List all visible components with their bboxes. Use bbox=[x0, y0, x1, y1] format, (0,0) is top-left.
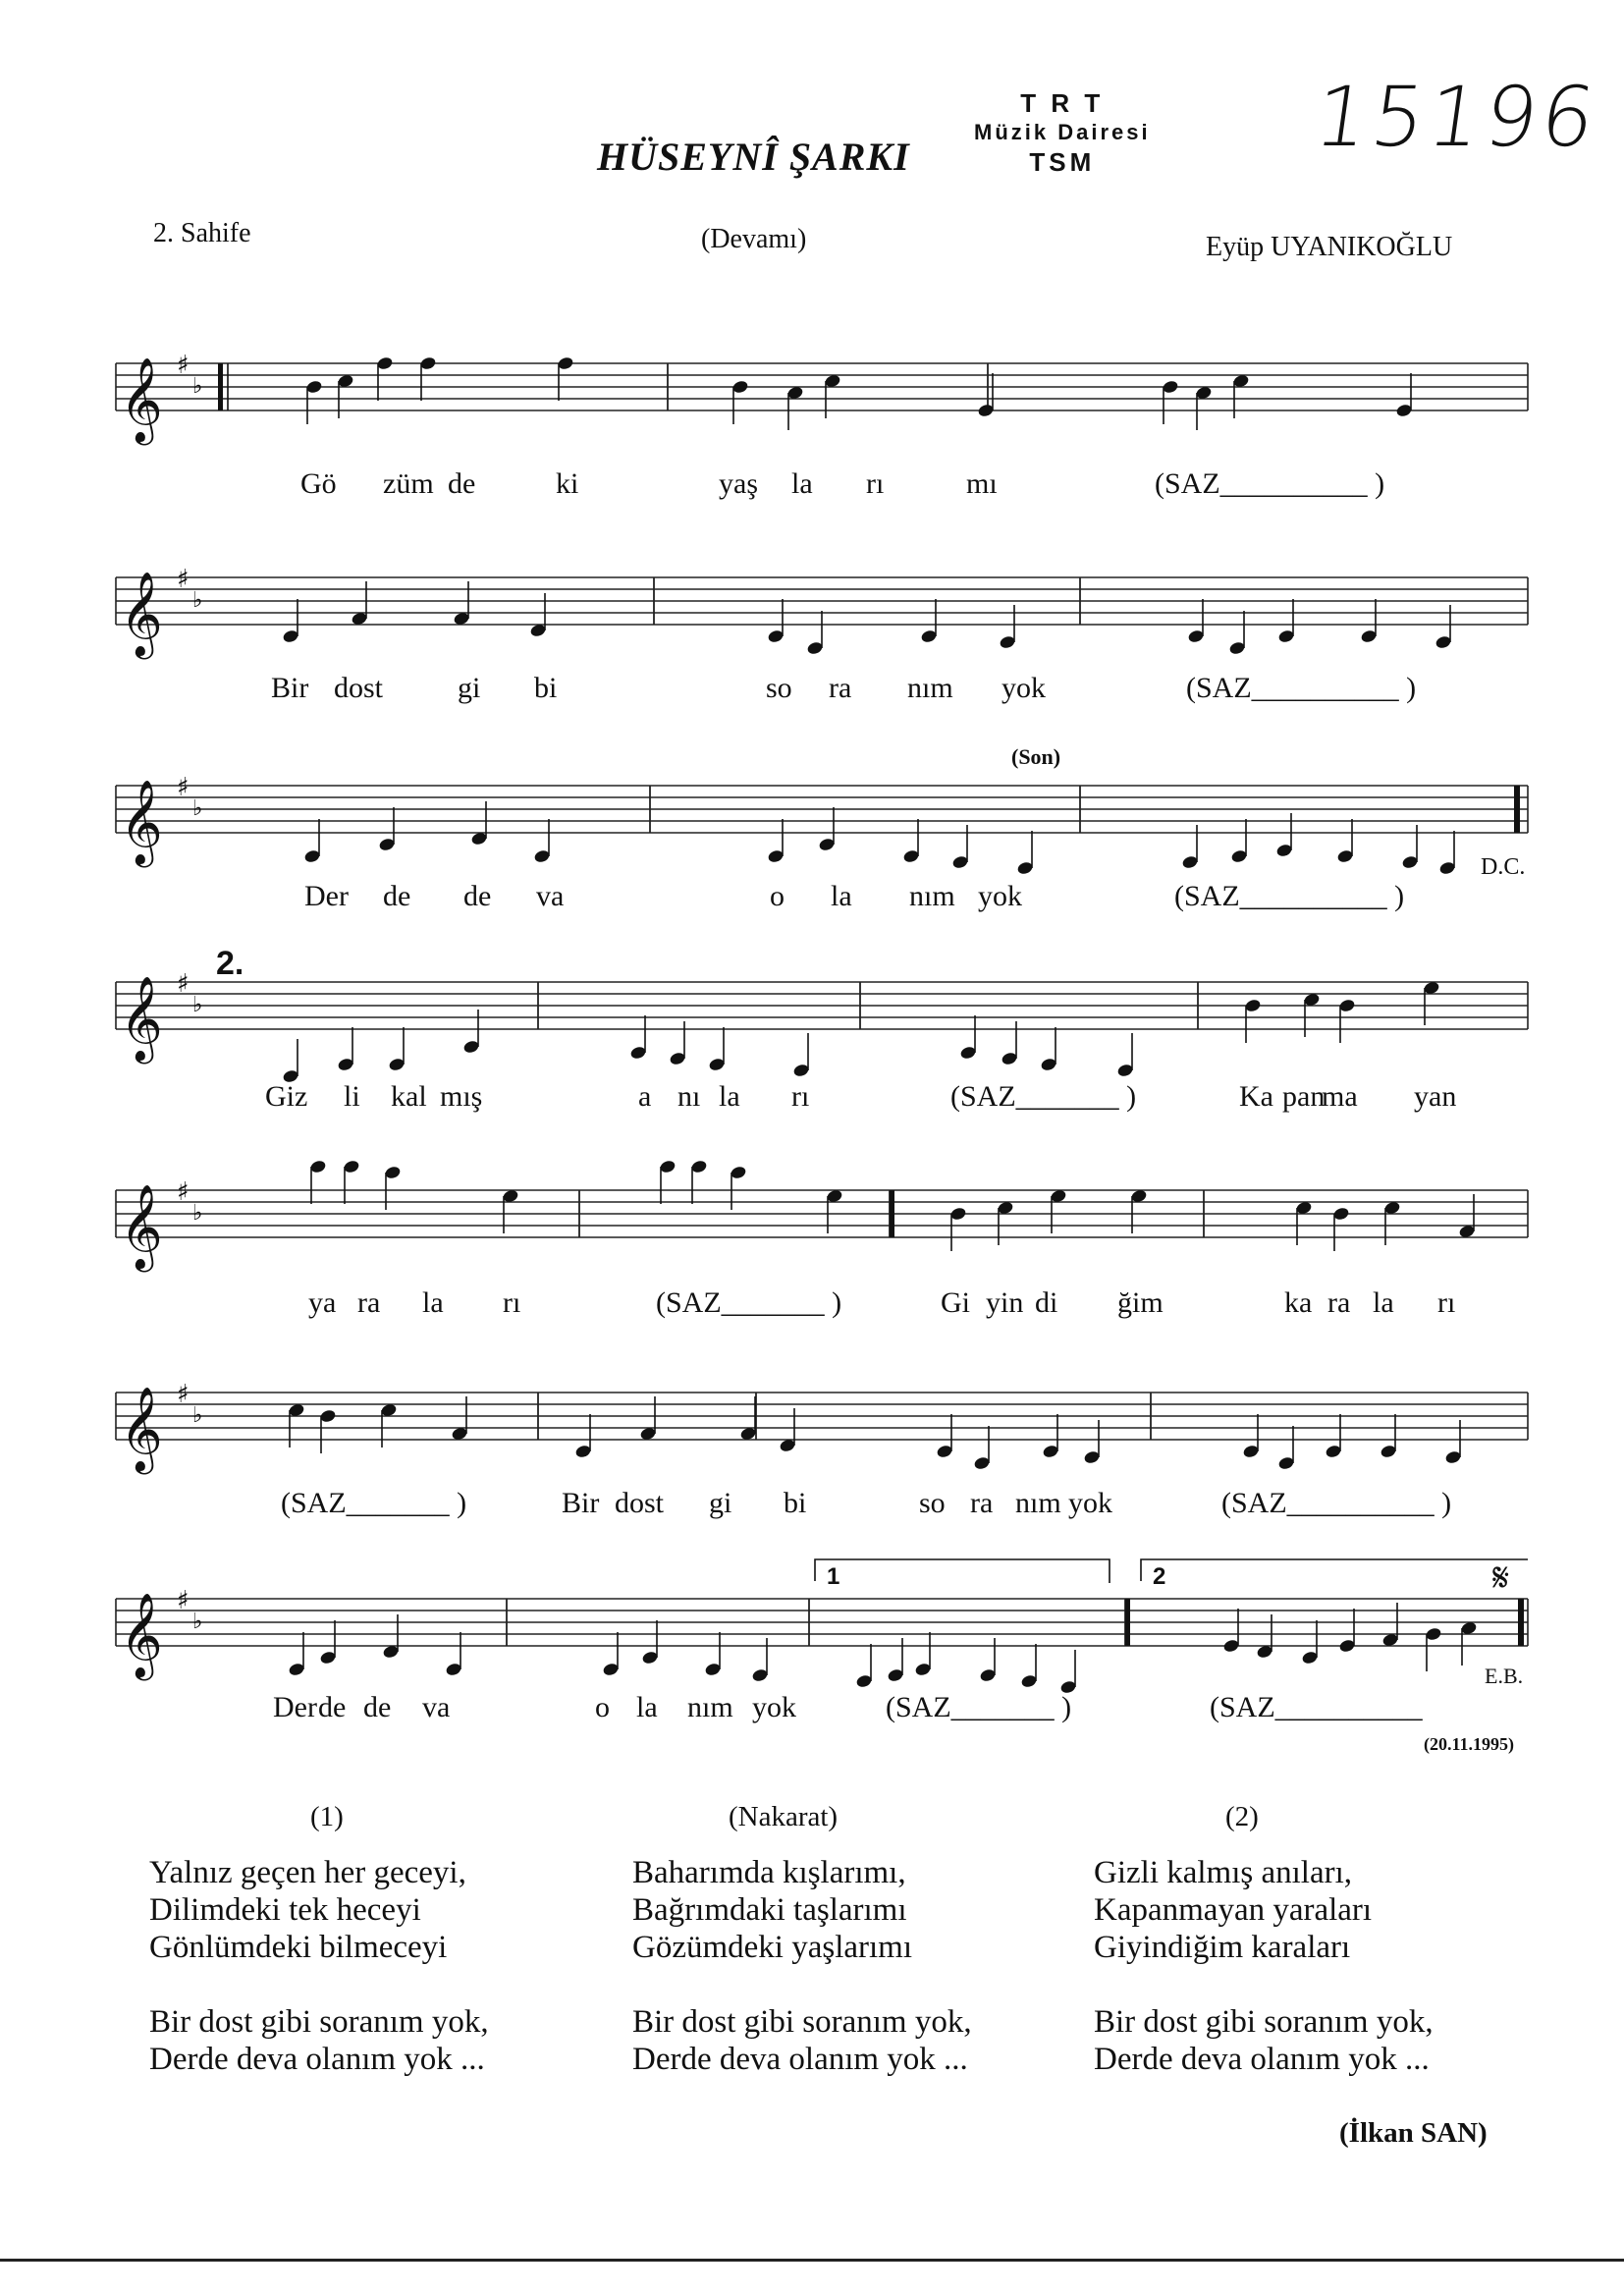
stamp-line-3: TSM bbox=[1029, 147, 1096, 177]
half-flat-icon: ♭ bbox=[192, 1201, 203, 1226]
lyric-syllable: nım bbox=[909, 880, 955, 912]
repeat-end-thick-bar bbox=[1514, 786, 1520, 833]
verse-line: Gizli kalmış anıları, bbox=[1094, 1855, 1353, 1890]
lyric-syllable: la bbox=[422, 1286, 444, 1319]
lyric-syllable: (SAZ__________ ) bbox=[1186, 672, 1417, 704]
lyric-syllable: (SAZ__________ ) bbox=[1221, 1487, 1452, 1519]
sharp-key-signature-icon: ♯ bbox=[177, 351, 189, 380]
lyric-syllable: la bbox=[791, 467, 813, 500]
treble-clef-icon: 𝄞 bbox=[120, 1184, 163, 1269]
lyric-syllable: (SAZ__________ bbox=[1210, 1691, 1423, 1723]
lyric-syllable: ki bbox=[556, 467, 579, 500]
lyric-syllable: yaş bbox=[719, 467, 758, 500]
lyric-syllable: rı bbox=[866, 467, 885, 500]
dc-marker: D.C. bbox=[1481, 854, 1526, 880]
repeat-end-thick-bar bbox=[1125, 1599, 1130, 1646]
stamp-line-1: T R T bbox=[1020, 88, 1105, 118]
lyric-syllable: Gi bbox=[941, 1286, 970, 1319]
continued-label: (Devamı) bbox=[701, 224, 807, 254]
lyric-syllable: (SAZ_______ ) bbox=[281, 1487, 467, 1519]
sharp-key-signature-icon: ♯ bbox=[177, 773, 189, 802]
stamp-line-2: Müzik Dairesi bbox=[974, 120, 1151, 144]
lyric-syllable: va bbox=[422, 1691, 451, 1723]
lyric-syllable: o bbox=[595, 1691, 610, 1723]
treble-clef-icon: 𝄞 bbox=[120, 572, 163, 656]
page-title: HÜSEYNÎ ŞARKI bbox=[597, 135, 910, 179]
lyric-syllable: (SAZ_______ ) bbox=[886, 1691, 1072, 1723]
lyric-syllable: bi bbox=[534, 672, 558, 704]
verse-column-nakarat bbox=[632, 1854, 972, 2078]
sharp-key-signature-icon: ♯ bbox=[177, 1586, 189, 1615]
verse-line: Derde deva olanım yok ... bbox=[149, 2042, 485, 2077]
half-flat-icon: ♭ bbox=[192, 1610, 203, 1634]
verse-line: Bağrımdaki taşlarımı bbox=[632, 1892, 907, 1928]
repeat-start-thick-bar bbox=[218, 363, 223, 410]
verse-line: Dilimdeki tek heceyi bbox=[149, 1892, 421, 1928]
repeat-start-thick-bar bbox=[890, 1190, 894, 1237]
lyric-syllable: bi bbox=[784, 1487, 807, 1519]
lyric-syllable: yok bbox=[752, 1691, 796, 1723]
lyric-syllable: la bbox=[719, 1080, 740, 1113]
lyric-syllable: ra bbox=[1327, 1286, 1351, 1319]
lyricist: (İlkan SAN) bbox=[1339, 2117, 1488, 2149]
archive-number: 15196 bbox=[1309, 69, 1605, 165]
lyric-syllable: gi bbox=[458, 672, 481, 704]
lyric-syllable: pan bbox=[1282, 1080, 1326, 1113]
lyric-syllable: dost bbox=[334, 672, 384, 704]
lyric-syllable: Giz bbox=[265, 1080, 308, 1113]
half-flat-icon: ♭ bbox=[192, 374, 203, 399]
verse-line: Bir dost gibi soranım yok, bbox=[149, 2004, 489, 2040]
lyric-syllable: dost bbox=[615, 1487, 665, 1519]
volta-2-label: 2 bbox=[1153, 1563, 1166, 1590]
verse-line: Giyindiğim karaları bbox=[1094, 1930, 1351, 1965]
lyric-syllable: de bbox=[383, 880, 411, 912]
verse-line: Derde deva olanım yok ... bbox=[632, 2042, 968, 2077]
lyric-syllable: züm bbox=[383, 467, 434, 500]
lyric-syllable: di bbox=[1035, 1286, 1058, 1319]
lyric-syllable: ka bbox=[1284, 1286, 1313, 1319]
lyric-syllable: li bbox=[344, 1080, 360, 1113]
lyric-syllable: o bbox=[770, 880, 785, 912]
volta-2-bracket bbox=[1141, 1559, 1528, 1581]
verse-heading-1: (1) bbox=[310, 1801, 344, 1832]
verse-heading-2: (2) bbox=[1225, 1801, 1259, 1832]
verse-line: Kapanmayan yaraları bbox=[1094, 1892, 1373, 1928]
lyric-syllable: Gö bbox=[300, 467, 337, 500]
verse-column-1 bbox=[149, 1854, 489, 2078]
eb-marker: E.B. bbox=[1485, 1664, 1524, 1688]
lyric-syllable: so bbox=[919, 1487, 946, 1519]
verse-line bbox=[1094, 1966, 1434, 2003]
volta-1-bracket bbox=[815, 1559, 1110, 1583]
treble-clef-icon: 𝄞 bbox=[120, 357, 163, 442]
lyric-syllable: yan bbox=[1414, 1080, 1457, 1113]
lyric-syllable: kal bbox=[391, 1080, 427, 1113]
lyric-syllable: yok bbox=[978, 880, 1022, 912]
treble-clef-icon: 𝄞 bbox=[120, 976, 163, 1061]
lyric-syllable: yin bbox=[986, 1286, 1024, 1319]
lyric-syllable: yok bbox=[1068, 1487, 1112, 1519]
lyric-syllable: (SAZ__________ ) bbox=[1155, 467, 1385, 500]
lyric-syllable: (SAZ__________ ) bbox=[1174, 880, 1405, 912]
composer: Eyüp UYANIKOĞLU bbox=[1206, 232, 1453, 262]
segno-icon: 𝄋 bbox=[1492, 1556, 1510, 1601]
verse-column-2 bbox=[1094, 1854, 1434, 2078]
lyric-syllable: nım bbox=[907, 672, 953, 704]
lyric-syllable: ma bbox=[1322, 1080, 1358, 1113]
sharp-key-signature-icon: ♯ bbox=[177, 1380, 189, 1409]
lyric-syllable: va bbox=[536, 880, 565, 912]
verse-line bbox=[632, 1966, 972, 2003]
lyric-syllable: (SAZ_______ ) bbox=[656, 1286, 842, 1319]
lyric-syllable: gi bbox=[709, 1487, 732, 1519]
bottom-rule bbox=[0, 2259, 1624, 2262]
lyric-syllable: a bbox=[638, 1080, 652, 1113]
lyric-syllable: ra bbox=[970, 1487, 994, 1519]
lyric-syllable: ra bbox=[829, 672, 852, 704]
sharp-key-signature-icon: ♯ bbox=[177, 1177, 189, 1207]
sharp-key-signature-icon: ♯ bbox=[177, 969, 189, 999]
lyric-syllable: ra bbox=[357, 1286, 381, 1319]
verse-line: Yalnız geçen her geceyi, bbox=[149, 1855, 466, 1890]
lyric-syllable: nım bbox=[687, 1691, 733, 1723]
page-label: 2. Sahife bbox=[153, 218, 251, 248]
lyric-syllable: la bbox=[1373, 1286, 1394, 1319]
half-flat-icon: ♭ bbox=[192, 1403, 203, 1428]
son-marker: (Son) bbox=[1011, 744, 1061, 769]
lyric-syllable: mı bbox=[966, 467, 998, 500]
lyric-syllable: so bbox=[766, 672, 792, 704]
lyric-syllable: yok bbox=[1001, 672, 1046, 704]
verse-line: Bir dost gibi soranım yok, bbox=[1094, 2004, 1434, 2040]
lyric-syllable: Bir bbox=[271, 672, 309, 704]
lyric-syllable: de bbox=[448, 467, 476, 500]
lyric-syllable: de bbox=[363, 1691, 392, 1723]
lyric-syllable: mış bbox=[440, 1080, 483, 1113]
lyric-syllable: ğim bbox=[1117, 1286, 1164, 1319]
second-ending-label: 2. bbox=[216, 945, 244, 982]
lyric-syllable: nım bbox=[1015, 1487, 1061, 1519]
volta-1-label: 1 bbox=[827, 1563, 840, 1590]
verse-line: Baharımda kışlarımı, bbox=[632, 1855, 906, 1890]
verse-heading-nakarat: (Nakarat) bbox=[729, 1801, 839, 1832]
half-flat-icon: ♭ bbox=[192, 588, 203, 613]
lyric-syllable: la bbox=[636, 1691, 658, 1723]
half-flat-icon: ♭ bbox=[192, 993, 203, 1017]
lyric-syllable: rı bbox=[1437, 1286, 1456, 1319]
lyric-syllable: de bbox=[318, 1691, 347, 1723]
treble-clef-icon: 𝄞 bbox=[120, 1387, 163, 1471]
lyric-syllable: rı bbox=[791, 1080, 810, 1113]
half-flat-icon: ♭ bbox=[192, 796, 203, 821]
lyric-syllable: Ka bbox=[1239, 1080, 1273, 1113]
verse-line: Bir dost gibi soranım yok, bbox=[632, 2004, 972, 2040]
lyric-syllable: rı bbox=[503, 1286, 521, 1319]
treble-clef-icon: 𝄞 bbox=[120, 1593, 163, 1677]
lyric-syllable: Der bbox=[304, 880, 349, 912]
verse-line: Gönlümdeki bilmeceyi bbox=[149, 1930, 448, 1965]
final-thick-bar bbox=[1518, 1599, 1524, 1646]
lyric-syllable: Bir bbox=[562, 1487, 600, 1519]
composition-date: (20.11.1995) bbox=[1424, 1734, 1514, 1754]
lyric-syllable: nı bbox=[677, 1080, 701, 1113]
lyric-syllable: (SAZ_______ ) bbox=[950, 1080, 1137, 1113]
verse-line: Gözümdeki yaşlarımı bbox=[632, 1930, 913, 1965]
verse-line bbox=[149, 1966, 489, 2003]
sharp-key-signature-icon: ♯ bbox=[177, 565, 189, 594]
verse-line: Derde deva olanım yok ... bbox=[1094, 2042, 1430, 2077]
treble-clef-icon: 𝄞 bbox=[120, 780, 163, 864]
lyric-syllable: ya bbox=[308, 1286, 337, 1319]
lyric-syllable: de bbox=[463, 880, 492, 912]
lyric-syllable: la bbox=[831, 880, 852, 912]
lyric-syllable: Der bbox=[273, 1691, 317, 1723]
